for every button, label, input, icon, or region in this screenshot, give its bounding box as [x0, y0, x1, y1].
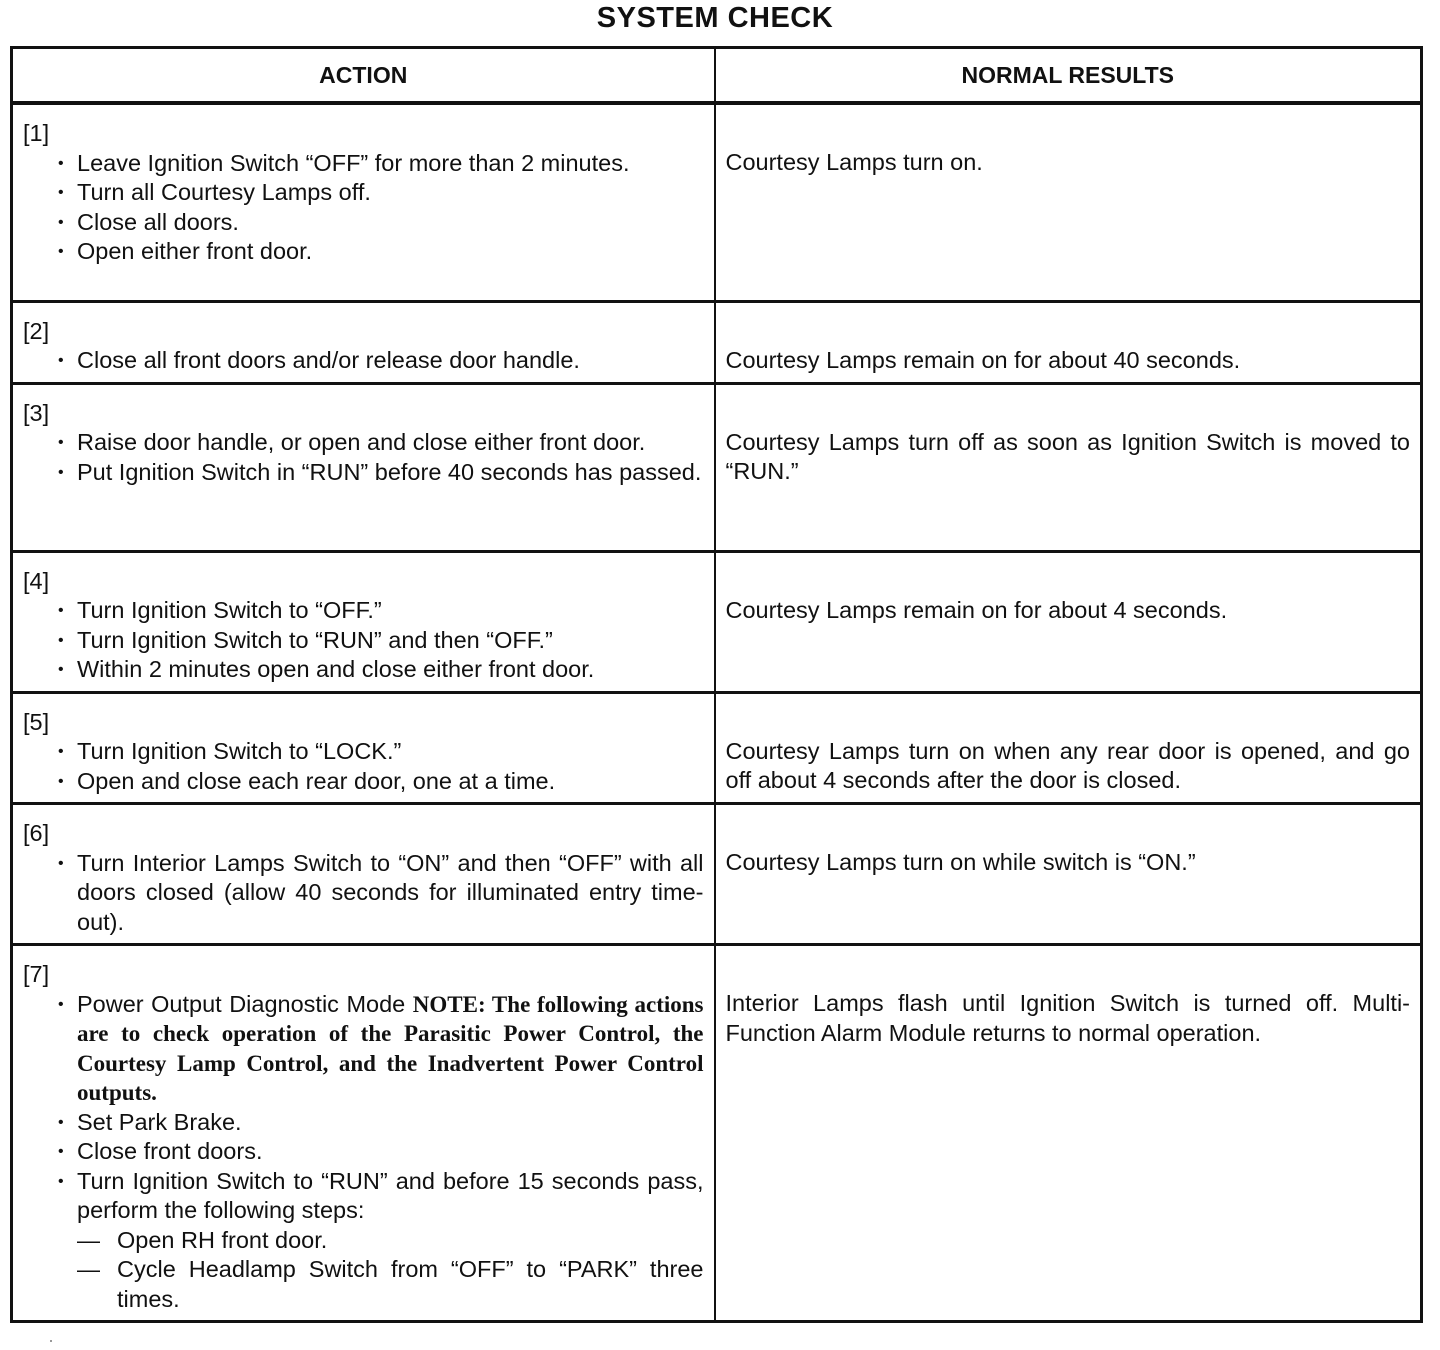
column-header-action: ACTION: [12, 48, 715, 104]
step-number: [6]: [23, 820, 50, 846]
action-item: • Raise door handle, or open and close either front door.: [77, 428, 704, 458]
step-number: [3]: [23, 399, 50, 426]
action-item: • Turn Interior Lamps Switch to “ON” and then “OFF” with all doors closed (allow 40 seconds for illuminated entry time-out).: [77, 849, 704, 938]
result-text: Courtesy Lamps remain on for about 40 seconds.: [725, 346, 1241, 373]
table-row: [12, 103, 1422, 301]
action-item: • Turn Ignition Switch to “OFF.”: [77, 596, 704, 626]
action-item: • Turn Ignition Switch to “LOCK.”: [77, 737, 704, 767]
sub-step-item: — Open RH front door.: [77, 1226, 704, 1256]
table-row: [12, 383, 1422, 551]
step-number: [2]: [23, 317, 50, 344]
action-item: [77, 1167, 704, 1315]
action-item: • Put Ignition Switch in “RUN” before 40 seconds has passed.: [77, 458, 704, 488]
mode-label: Power Output Diagnostic Mode: [77, 990, 406, 1017]
system-check-table: [10, 46, 1423, 1323]
result-text: Interior Lamps flash until Ignition Switch is turned off. Multi-Function Alarm Module returns to normal operation.: [725, 990, 1410, 1046]
result-text: Courtesy Lamps remain on for about 4 seconds.: [725, 596, 1228, 623]
step-number: [7]: [23, 961, 50, 987]
action-cell: [12, 551, 715, 692]
table-row: [12, 692, 1422, 804]
action-item: • Open and close each rear door, one at a time.: [77, 767, 704, 797]
step-number: [4]: [23, 567, 50, 594]
step-number: [5]: [23, 708, 50, 735]
action-list: [23, 596, 704, 685]
result-text: Courtesy Lamps turn on when any rear door is opened, and go off about 4 seconds after the door is closed.: [725, 737, 1410, 793]
result-cell: [715, 301, 1422, 383]
result-cell: [715, 103, 1422, 301]
result-text: Courtesy Lamps turn off as soon as Ignition Switch is moved to “RUN.”: [725, 428, 1410, 484]
sub-step-list: [77, 1226, 704, 1315]
result-cell: [715, 692, 1422, 804]
action-item: • Close all doors.: [77, 208, 704, 238]
result-cell: [715, 383, 1422, 551]
column-header-normal-results: NORMAL RESULTS: [715, 48, 1422, 104]
action-list: [23, 849, 704, 938]
action-cell: [12, 692, 715, 804]
action-list: [23, 737, 704, 796]
sub-step-item: — Cycle Headlamp Switch from “OFF” to “PARK” three times.: [77, 1255, 704, 1314]
action-cell: [12, 383, 715, 551]
table-row: [12, 804, 1422, 945]
result-text: Courtesy Lamps turn on.: [725, 149, 983, 175]
action-item: • Set Park Brake.: [77, 1108, 704, 1138]
page-title: SYSTEM CHECK: [596, 2, 834, 34]
action-item: • Open either front door.: [77, 237, 704, 267]
step-number: [1]: [23, 120, 50, 146]
action-cell: [12, 945, 715, 1322]
scan-artifact-dot: [50, 1340, 52, 1342]
table-row: [12, 551, 1422, 692]
result-cell: [715, 804, 1422, 945]
note-text: NOTE: The following actions are to check operation of the Parasitic Power Control, the Courtesy Lamp Control, and the Inadvertent Power Control outputs.: [77, 991, 704, 1105]
action-cell: [12, 103, 715, 301]
action-item: • Within 2 minutes open and close either front door.: [77, 655, 704, 685]
action-list: [23, 990, 704, 1315]
action-item-text: Turn Ignition Switch to “RUN” and before 15 seconds pass, perform the following steps:: [77, 1167, 704, 1223]
table-header-row: [12, 48, 1422, 104]
table-row: [12, 301, 1422, 383]
action-item-diagnostic-mode: [77, 990, 704, 1108]
action-item: • Close front doors.: [77, 1137, 704, 1167]
action-list: [23, 428, 704, 487]
action-list: [23, 346, 704, 376]
action-item: • Close all front doors and/or release door handle.: [77, 346, 704, 376]
result-cell: [715, 945, 1422, 1322]
action-item: • Turn Ignition Switch to “RUN” and then “OFF.”: [77, 626, 704, 656]
table-row: [12, 945, 1422, 1322]
action-list: [23, 149, 704, 267]
action-cell: [12, 804, 715, 945]
action-item: • Leave Ignition Switch “OFF” for more than 2 minutes.: [77, 149, 704, 179]
result-cell: [715, 551, 1422, 692]
result-text: Courtesy Lamps turn on while switch is “ON.”: [725, 849, 1196, 875]
action-cell: [12, 301, 715, 383]
action-item: • Turn all Courtesy Lamps off.: [77, 178, 704, 208]
